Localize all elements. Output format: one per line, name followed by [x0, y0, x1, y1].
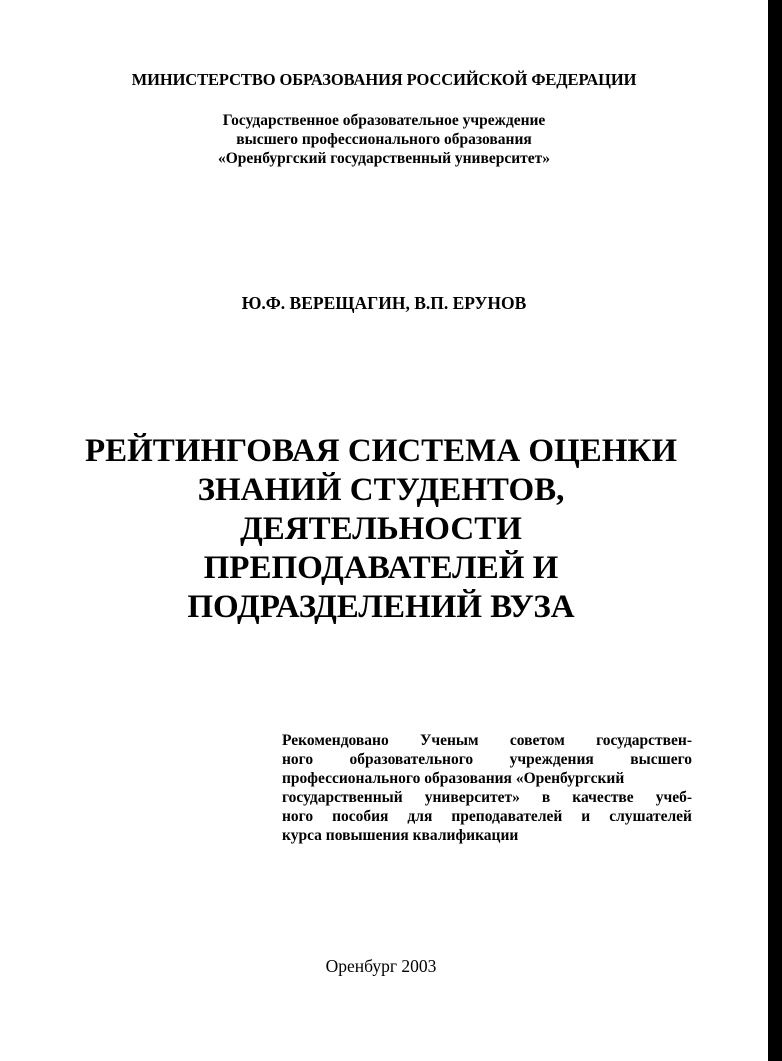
institution-line: высшего профессионального образования [236, 131, 532, 148]
recommendation-line: государственный университет» в качестве учеб- [282, 789, 692, 806]
institution-line: Государственное образовательное учреждение [222, 112, 546, 129]
institution-line: «Оренбургский государственный университет» [217, 150, 551, 167]
institution-block [0, 111, 768, 168]
ministry-heading: МИНИСТЕРСТВО ОБРАЗОВАНИЯ РОССИЙСКОЙ ФЕДЕРАЦИИ [131, 70, 637, 89]
recommendation-line: профессионального образования «Оренбургский [282, 770, 625, 787]
recommendation-line: курса повышения квалификации [282, 827, 519, 844]
title-line: ЗНАНИЙ СТУДЕНТОВ, [197, 472, 565, 508]
authors: Ю.Ф. ВЕРЕЩАГИН, В.П. ЕРУНОВ [241, 293, 527, 313]
title-line: РЕЙТИНГОВАЯ СИСТЕМА ОЦЕНКИ [84, 433, 678, 469]
document-title [0, 432, 762, 627]
title-line: ПОДРАЗДЕЛЕНИЙ ВУЗА [187, 589, 575, 625]
scan-edge-border [768, 0, 782, 1061]
title-line: ДЕЯТЕЛЬНОСТИ [240, 511, 522, 547]
recommendation-line: ного пособия для преподавателей и слушателей [282, 808, 692, 825]
title-line: ПРЕПОДАВАТЕЛЕЙ И [203, 550, 559, 586]
recommendation-line: ного образовательного учреждения высшего [282, 751, 692, 768]
recommendation-note [282, 731, 692, 845]
recommendation-line: Рекомендовано Ученым советом государствен- [282, 732, 692, 749]
place-and-year: Оренбург 2003 [325, 956, 437, 976]
